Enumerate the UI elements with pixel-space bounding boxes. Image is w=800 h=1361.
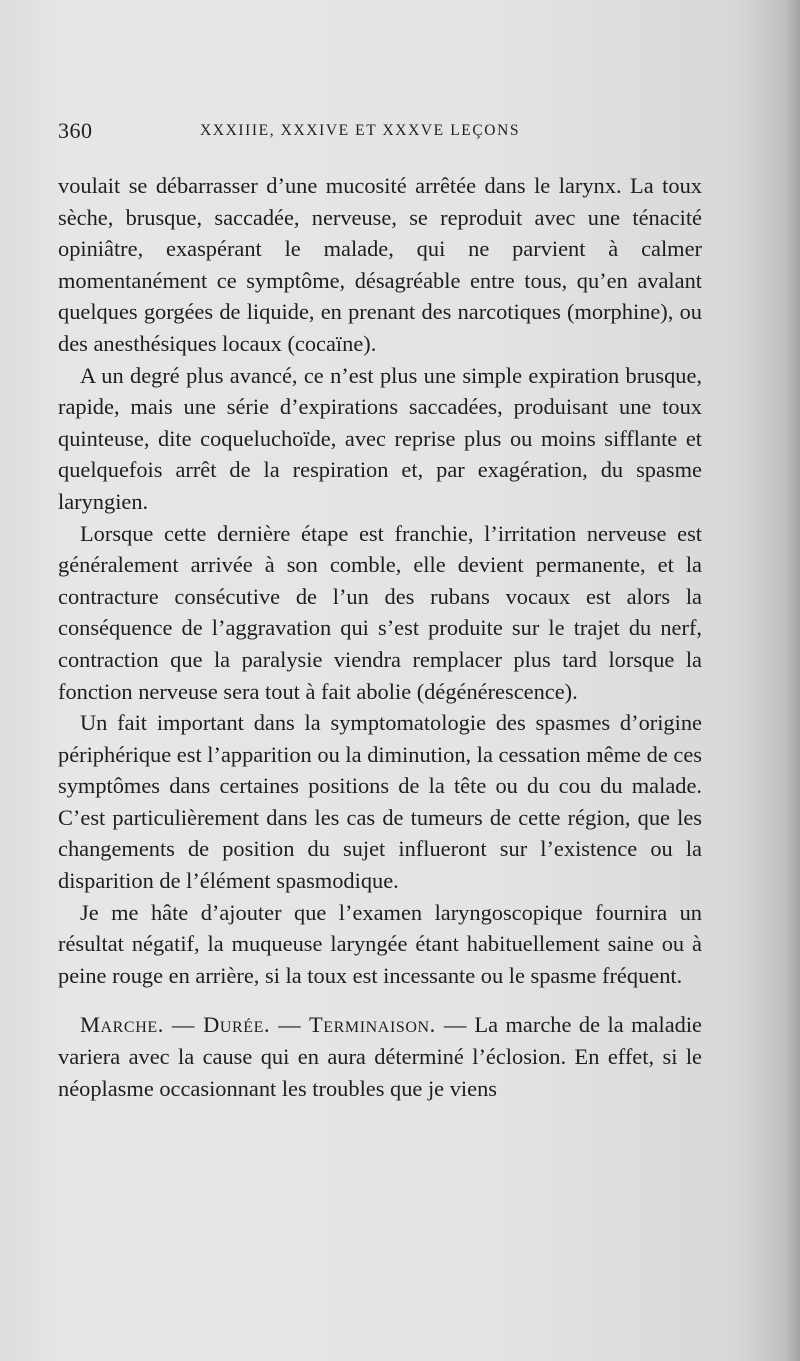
paragraph-peripheral-origin: Un fait important dans la symptomatologie des spasmes d’origine périphérique est l’apparition ou la diminution, la cessation même de ces symptômes dans certaines positions de la tête ou du cou du malade. C’est particulièrement dans les cas de tumeurs de cette région, que les changements de position du sujet influeront sur l’existence ou la disparition de l’élément spasmodique. (58, 710, 702, 894)
section-marche (58, 1009, 702, 1104)
paragraph-laryngoscopic-exam: Je me hâte d’ajouter que l’examen laryngoscopique fournira un résultat négatif, la muqueuse laryngée étant habituellement saine ou à peine rouge en arrière, si la toux est incessante ou le spasme fréquent. (58, 899, 702, 988)
paragraph-final-stage: Lorsque cette dernière étape est franchie, l’irritation nerveuse est généralement arrivée à son comble, elle devient permanente, et la contracture consécutive de l’un des rubans vocaux est alors la conséquence de l’aggravation qui s’est produite sur le trajet du nerf, contraction que la paralysie viendra remplacer plus tard lorsque la fonction nerveuse sera tout à fait abolie (dégénérescence). (58, 520, 702, 704)
page-number: 360 (58, 118, 93, 143)
running-head: XXXIIIE, XXXIVE ET XXXVE LEÇONS (200, 122, 521, 139)
section-text: La marche de la maladie variera avec la cause qui en aura déterminé l’éclosion. En effet, si le néoplasme occasionnant les troubles que je viens (58, 1012, 702, 1101)
section-heading: Marche. — Durée. — Terminaison. — (80, 1012, 467, 1038)
body-text (58, 170, 702, 1104)
paragraph-advanced-degree: A un degré plus avancé, ce n’est plus une simple expiration brusque, rapide, mais une série d’expirations saccadées, produisant une toux quinteuse, dite coqueluchoïde, avec reprise plus ou moins sifflante et quelquefois arrêt de la respiration et, par exagération, du spasme laryngien. (58, 362, 702, 514)
page-header (58, 118, 700, 146)
paragraph-continuation: voulait se débarrasser d’une mucosité arrêtée dans le larynx. La toux sèche, brusque, saccadée, nerveuse, se reproduit avec une ténacité opiniâtre, exaspérant le malade, qui ne parvient à calmer momentanément ce symptôme, désagréable entre tous, qu’en avalant quelques gorgées de liquide, en prenant des narcotiques (morphine), ou des anesthésiques locaux (cocaïne). (58, 173, 702, 356)
